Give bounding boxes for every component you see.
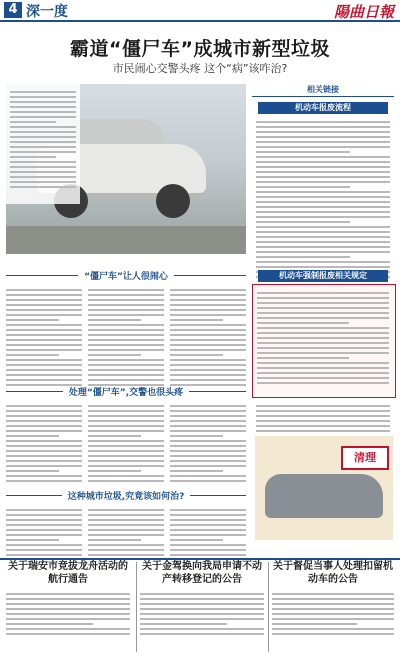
photo-ground [6,226,246,254]
body-text-column [6,506,82,559]
illustration-car [265,474,383,518]
body-text-column [88,402,164,485]
notice-detained-vehicles [272,560,394,654]
section-heading-3-text: 这种城市垃圾,究竟该如何治? [67,491,185,502]
illustration-sign: 清理 [341,446,389,470]
body-text-column [170,506,246,559]
section-heading-1 [6,268,246,282]
notice-property-registration [140,560,264,654]
section-heading-2 [6,384,246,398]
main-subheadline: 市民闹心交警头疼 这个“病”该咋治? [112,62,288,75]
intro-text-lines [10,88,76,191]
body-text-column [170,402,246,485]
main-headline: 霸道“僵尸车”成城市新型垃圾 [70,38,330,60]
cartoon-illustration [255,436,393,540]
section-heading-2-text: 处理“僵尸车”,交警也很头疼 [68,387,184,398]
notice-text-lines [6,590,130,638]
sidebar-box-title-scrap-process: 机动车报废流程 [258,102,388,114]
section-heading-3 [6,488,246,502]
body-text-column [88,506,164,559]
sidebar-box-title-mandatory-scrap: 机动车强制报废相关规定 [258,270,388,282]
notice-title: 关于金驾换向我局申请不动产转移登记的公告 [142,561,262,585]
notice-dragon-boat [6,560,130,654]
photo-car-wheel [156,184,190,218]
body-text-column [6,402,82,485]
notice-divider [136,562,137,652]
notice-text-lines [272,590,394,638]
notice-text-lines [140,590,264,638]
sidebar-text-block [256,402,390,435]
sidebar-text-block [256,118,390,281]
mandatory-scrap-rules-box [252,284,396,398]
notice-title: 关于瑞安市竞拔龙舟活动的航行通告 [8,561,128,585]
page-number-badge: 4 [4,2,22,18]
page-header-bar [0,0,400,22]
body-text-column [170,286,246,389]
section-title: 深一度 [26,4,68,20]
notice-divider [268,562,269,652]
notice-title: 关于督促当事人处理扣留机动车的公告 [273,561,393,585]
newspaper-masthead-logo: 陽曲日報 [333,3,394,21]
related-links-header: 相关链接 [252,84,394,97]
body-text-column [88,286,164,389]
body-text-column [6,286,82,389]
section-heading-1-text: “僵尸车”让人很闹心 [84,271,168,282]
rules-text-lines [257,289,389,387]
lead-intro-text-block [6,84,80,204]
